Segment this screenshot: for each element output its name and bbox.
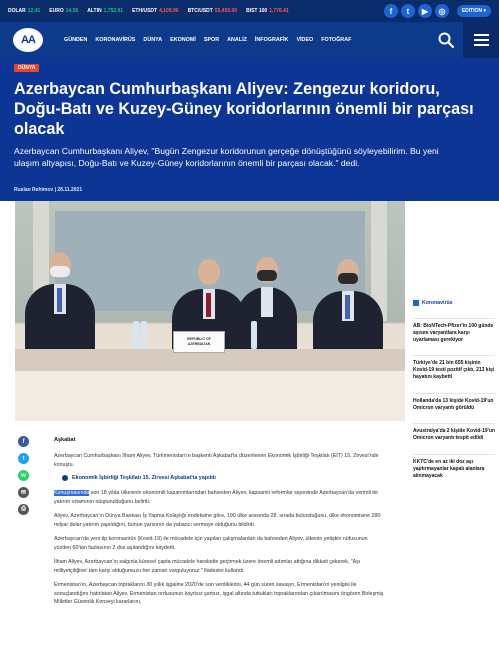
photo-bottle [251, 321, 257, 349]
byline-separator: | [54, 187, 58, 193]
logo-link[interactable] [10, 26, 46, 54]
nav-item-dunya[interactable]: DÜNYA [143, 37, 163, 43]
twitter-share-icon[interactable]: t [18, 453, 29, 464]
nav-item-fotograf[interactable]: FOTOĞRAF [321, 37, 352, 43]
nav-item-ekonomi[interactable]: EKONOMİ [170, 37, 196, 43]
article-header [0, 58, 499, 201]
byline [14, 187, 82, 193]
selected-text[interactable]: Konuşmasında [54, 490, 90, 496]
facebook-share-icon[interactable]: f [18, 436, 29, 447]
twitter-icon[interactable]: t [401, 4, 415, 18]
square-icon [413, 300, 419, 306]
photo-bottle [133, 321, 139, 349]
ticker-item-dolar[interactable]: DOLAR 12.41 [8, 8, 41, 14]
article-paragraph: Ermenistan'ın, Azerbaycan topraklarını 30 yıllık işgaline 2020'de son verdiklerini, 44 gün süren savaşın, Ermenistan'ın yenilgisi ile sonuçlandığını hatırlatan Aliyev, Ermenistan ordusunun kayıtsız şartsız, işgal altında tuttukları topraklarından çıkarılmasını öngören Birleşmiş Milletler Güvenlik Konseyi kararlarını, [54, 582, 384, 605]
related-news-link[interactable]: Ekonomik İşbirliği Teşkilatı 15. Zirvesi Aşkabat'ta yapıldı [62, 475, 384, 481]
article-paragraph: Konuşmasında son 18 yılda ülkesinin ekonomik kazanımlarından bahseden Aliyev, kapsamlı reformlar sayesinde Azerbaycan'da verimli bir yatırım ortamının oluşturulduğunu belirtti. [54, 490, 379, 505]
sidebar-news-item[interactable]: Avustralya'da 2 kişide Kovid-19'un Omicron varyantı tespit edildi [413, 423, 495, 442]
ticker-item-bist[interactable]: BIST 100 1,776.41 [246, 8, 289, 14]
sidebar-news-item[interactable]: Hollanda'da 13 kişide Kovid-19'un Omicron varyantı görüldü [413, 393, 495, 412]
category-badge[interactable]: DÜNYA [14, 64, 39, 72]
nav-item-spor[interactable]: SPOR [203, 37, 220, 43]
nav-item-video[interactable]: VİDEO [296, 37, 314, 43]
article-summary: Azerbaycan Cumhurbaşkanı Aliyev, "Bugün Zengezur koridorunun gerçeğe dönüştüğünü söyleyebilirim. Bu yeni ulaşım altyapısı, Doğu-Batı ve Kuzey-Güney koridorlarının önemli bir parçası olacak." dedi. [14, 146, 439, 168]
whatsapp-share-icon[interactable]: w [18, 470, 29, 481]
photo-bottle [141, 321, 147, 349]
article-paragraph: Azerbaycan'da yeni tip koronavirüs (Kovid-19) ile mücadele için yapılan çalışmalardan da bahseden Aliyev, ülkenin yetişkin nüfusunun yüzden 60'tan fazlasının 2 doz aşılandığını kaydetti. [54, 536, 368, 551]
share-buttons [18, 436, 29, 515]
article-paragraph: Aliyev, Azerbaycan'ın Dünya Bankası İş Yapma Kolaylığı endeksine göre, 190 ülke arasında 28. sırada bulunduğunu, ülke ekonomisine 280 milyar dolar yatırım yapıldığını, bunun yarısının da yabancı sermaye olduğunu bildirdi. [54, 513, 381, 528]
nav-item-analiz[interactable]: ANALİZ [227, 37, 247, 43]
author-name[interactable]: Ruslan Rehimov [14, 187, 54, 193]
article-photo [15, 201, 405, 421]
email-share-icon[interactable]: ✉ [18, 487, 29, 498]
ticker-item-altin[interactable]: ALTIN 1,752.01 [87, 8, 124, 14]
menu-icon[interactable] [463, 22, 499, 58]
main-navigation [0, 22, 499, 58]
bullet-icon [62, 475, 68, 481]
nav-item-koronavirus[interactable]: KORONAVİRÜS [95, 37, 136, 43]
article-headline: Azerbaycan Cumhurbaşkanı Aliyev: Zengezur koridoru, Doğu-Batı ve Kuzey-Güney koridorlarının önemli bir parçası olacak [14, 80, 474, 138]
nav-menu [64, 22, 351, 58]
aa-logo: AA [13, 28, 43, 52]
article-paragraph: İlham Aliyev, Azerbaycan'ın salgınla küresel çapta mücadele hareketle geçirmek üzere önemli adımlar attığına dikkati çekerek, "Aşı milliyetçiliğine' tam karşı olduğumuzu her zaman vurguluyoruz." ifadesini kullandı. [54, 559, 361, 574]
photo-table-front [15, 371, 405, 421]
nav-item-gundem[interactable]: GÜNDEN [64, 37, 88, 43]
sidebar-coronavirus [413, 300, 495, 491]
photo-nameplate: REPUBLIC OF AZERBAIJAN [173, 331, 225, 353]
ticker-item-euro[interactable]: EURO 14.55 [49, 8, 79, 14]
market-ticker [0, 0, 499, 22]
social-links [384, 4, 449, 18]
search-icon[interactable] [437, 31, 455, 49]
edition-selector[interactable]: EDITION ▾ [457, 5, 491, 17]
article-paragraph: Azerbaycan Cumhurbaşkanı İlham Aliyev, Türkmenistan'ın başkenti Aşkabat'ta düzenlenen Ekonomik İşbirliği Teşkilatı (EİT) 15. Zirvesi'nde konuştu. [54, 453, 379, 468]
article-body [54, 437, 384, 613]
print-icon[interactable]: ⎙ [18, 504, 29, 515]
sidebar-news-item[interactable]: KKTC'de en az iki doz aşı yaptırmayanlar kapalı alanlara alınmayacak [413, 454, 495, 479]
instagram-icon[interactable]: ◎ [435, 4, 449, 18]
sidebar-news-item[interactable]: Türkiye'de 21 bin 655 kişinin Kovid-19 testi pozitif çıktı, 213 kişi hayatını kaybetti [413, 355, 495, 380]
facebook-icon[interactable]: f [384, 4, 398, 18]
dateline: Aşkabat [54, 437, 76, 443]
sidebar-heading[interactable]: Koronavirüs [413, 300, 495, 306]
youtube-icon[interactable]: ▶ [418, 4, 432, 18]
nav-item-infografik[interactable]: İNFOGRAFİK [254, 37, 289, 43]
ticker-item-eth[interactable]: ETH/USDT 4,109.90 [132, 8, 179, 14]
sidebar-news-item[interactable]: AB: BioNTech-Pfizer'in 100 günde aşısını varyantlara karşı uyarlaması gerekiyor [413, 318, 495, 343]
ticker-item-btc[interactable]: BTC/USDT 55,450.00 [187, 8, 238, 14]
publish-date: 28.11.2021 [57, 187, 83, 193]
